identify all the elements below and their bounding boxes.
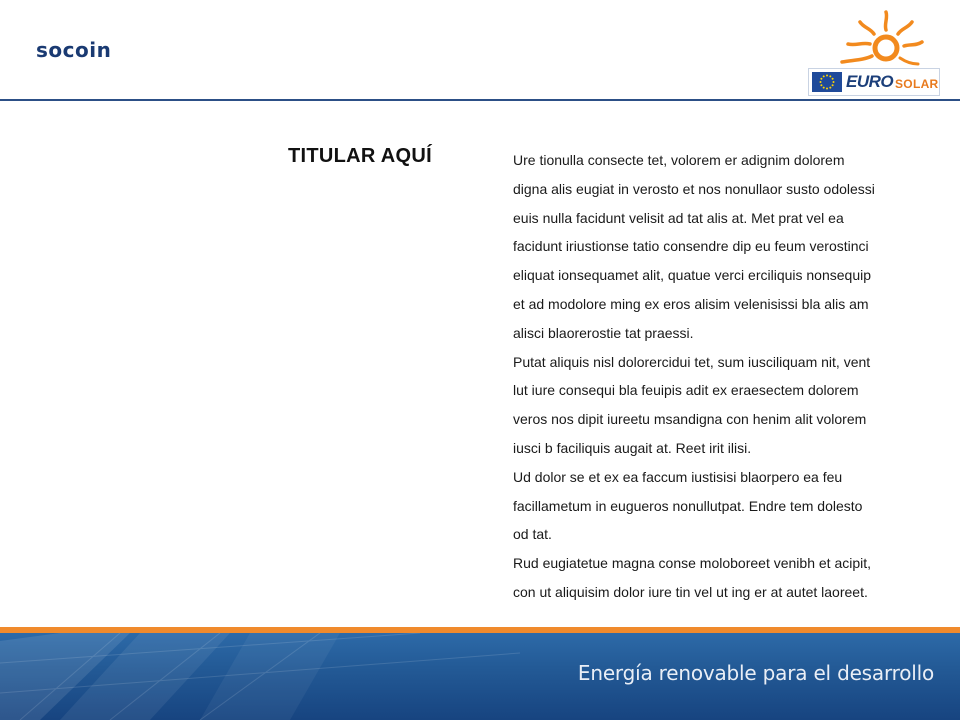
body-line: euis nulla facidunt velisit ad tat alis at. Met prat vel ea (513, 209, 844, 226)
body-line: Rud eugiatetue magna conse moloboreet venibh et acipit, (513, 555, 872, 572)
body-line: veros nos dipit iureetu msandigna con henim alit volorem (513, 411, 867, 428)
slide-header (0, 0, 960, 100)
eurosolar-badge (808, 68, 940, 96)
body-line: od tat. (513, 526, 552, 543)
body-line: et ad modolore ming ex eros alisim velenisissi bla alis am (513, 295, 869, 312)
socoin-logo: socoin (36, 38, 112, 62)
header-divider (0, 99, 960, 101)
euro-wordmark: EURO (846, 72, 894, 91)
sun-icon (834, 8, 924, 74)
body-line: eliquat ionsequamet alit, quatue verci erciliquis nonsequip (513, 267, 871, 284)
body-line: Putat aliquis nisl dolorercidui tet, sum iusciliquam nit, vent (513, 353, 871, 370)
body-line: digna alis eugiat in verosto et nos nonullaor susto odolessi (513, 180, 875, 197)
body-line: lut iure consequi bla feuipis adit ex eraesectem dolorem (513, 382, 859, 399)
body-line: Ure tionulla consecte tet, volorem er adignim dolorem (513, 152, 845, 168)
body-line: con ut aliquisim dolor iure tin vel ut ing er at autet laoreet. (513, 583, 868, 600)
body-line: facidunt iriustionse tatio consendre dip eu feum verostinci (513, 238, 869, 255)
body-text (513, 146, 933, 607)
body-line: alisci blaorerostie tat praessi. (513, 324, 694, 341)
solar-wordmark: SOLAR (895, 77, 939, 91)
footer-slogan: Energía renovable para el desarrollo (577, 661, 934, 685)
body-line: facillametum in eugueros nonullutpat. Endre tem dolesto (513, 497, 863, 514)
eurosolar-logo (806, 8, 938, 96)
slide-footer (0, 627, 960, 720)
body-line: iusci b faciliquis augait at. Reet irit ilisi. (513, 439, 752, 456)
slide-title: TITULAR AQUÍ (288, 145, 432, 167)
eu-flag-icon (812, 72, 842, 92)
body-line: Ud dolor se et ex ea faccum iustisisi blaorpero ea feu (513, 468, 843, 485)
